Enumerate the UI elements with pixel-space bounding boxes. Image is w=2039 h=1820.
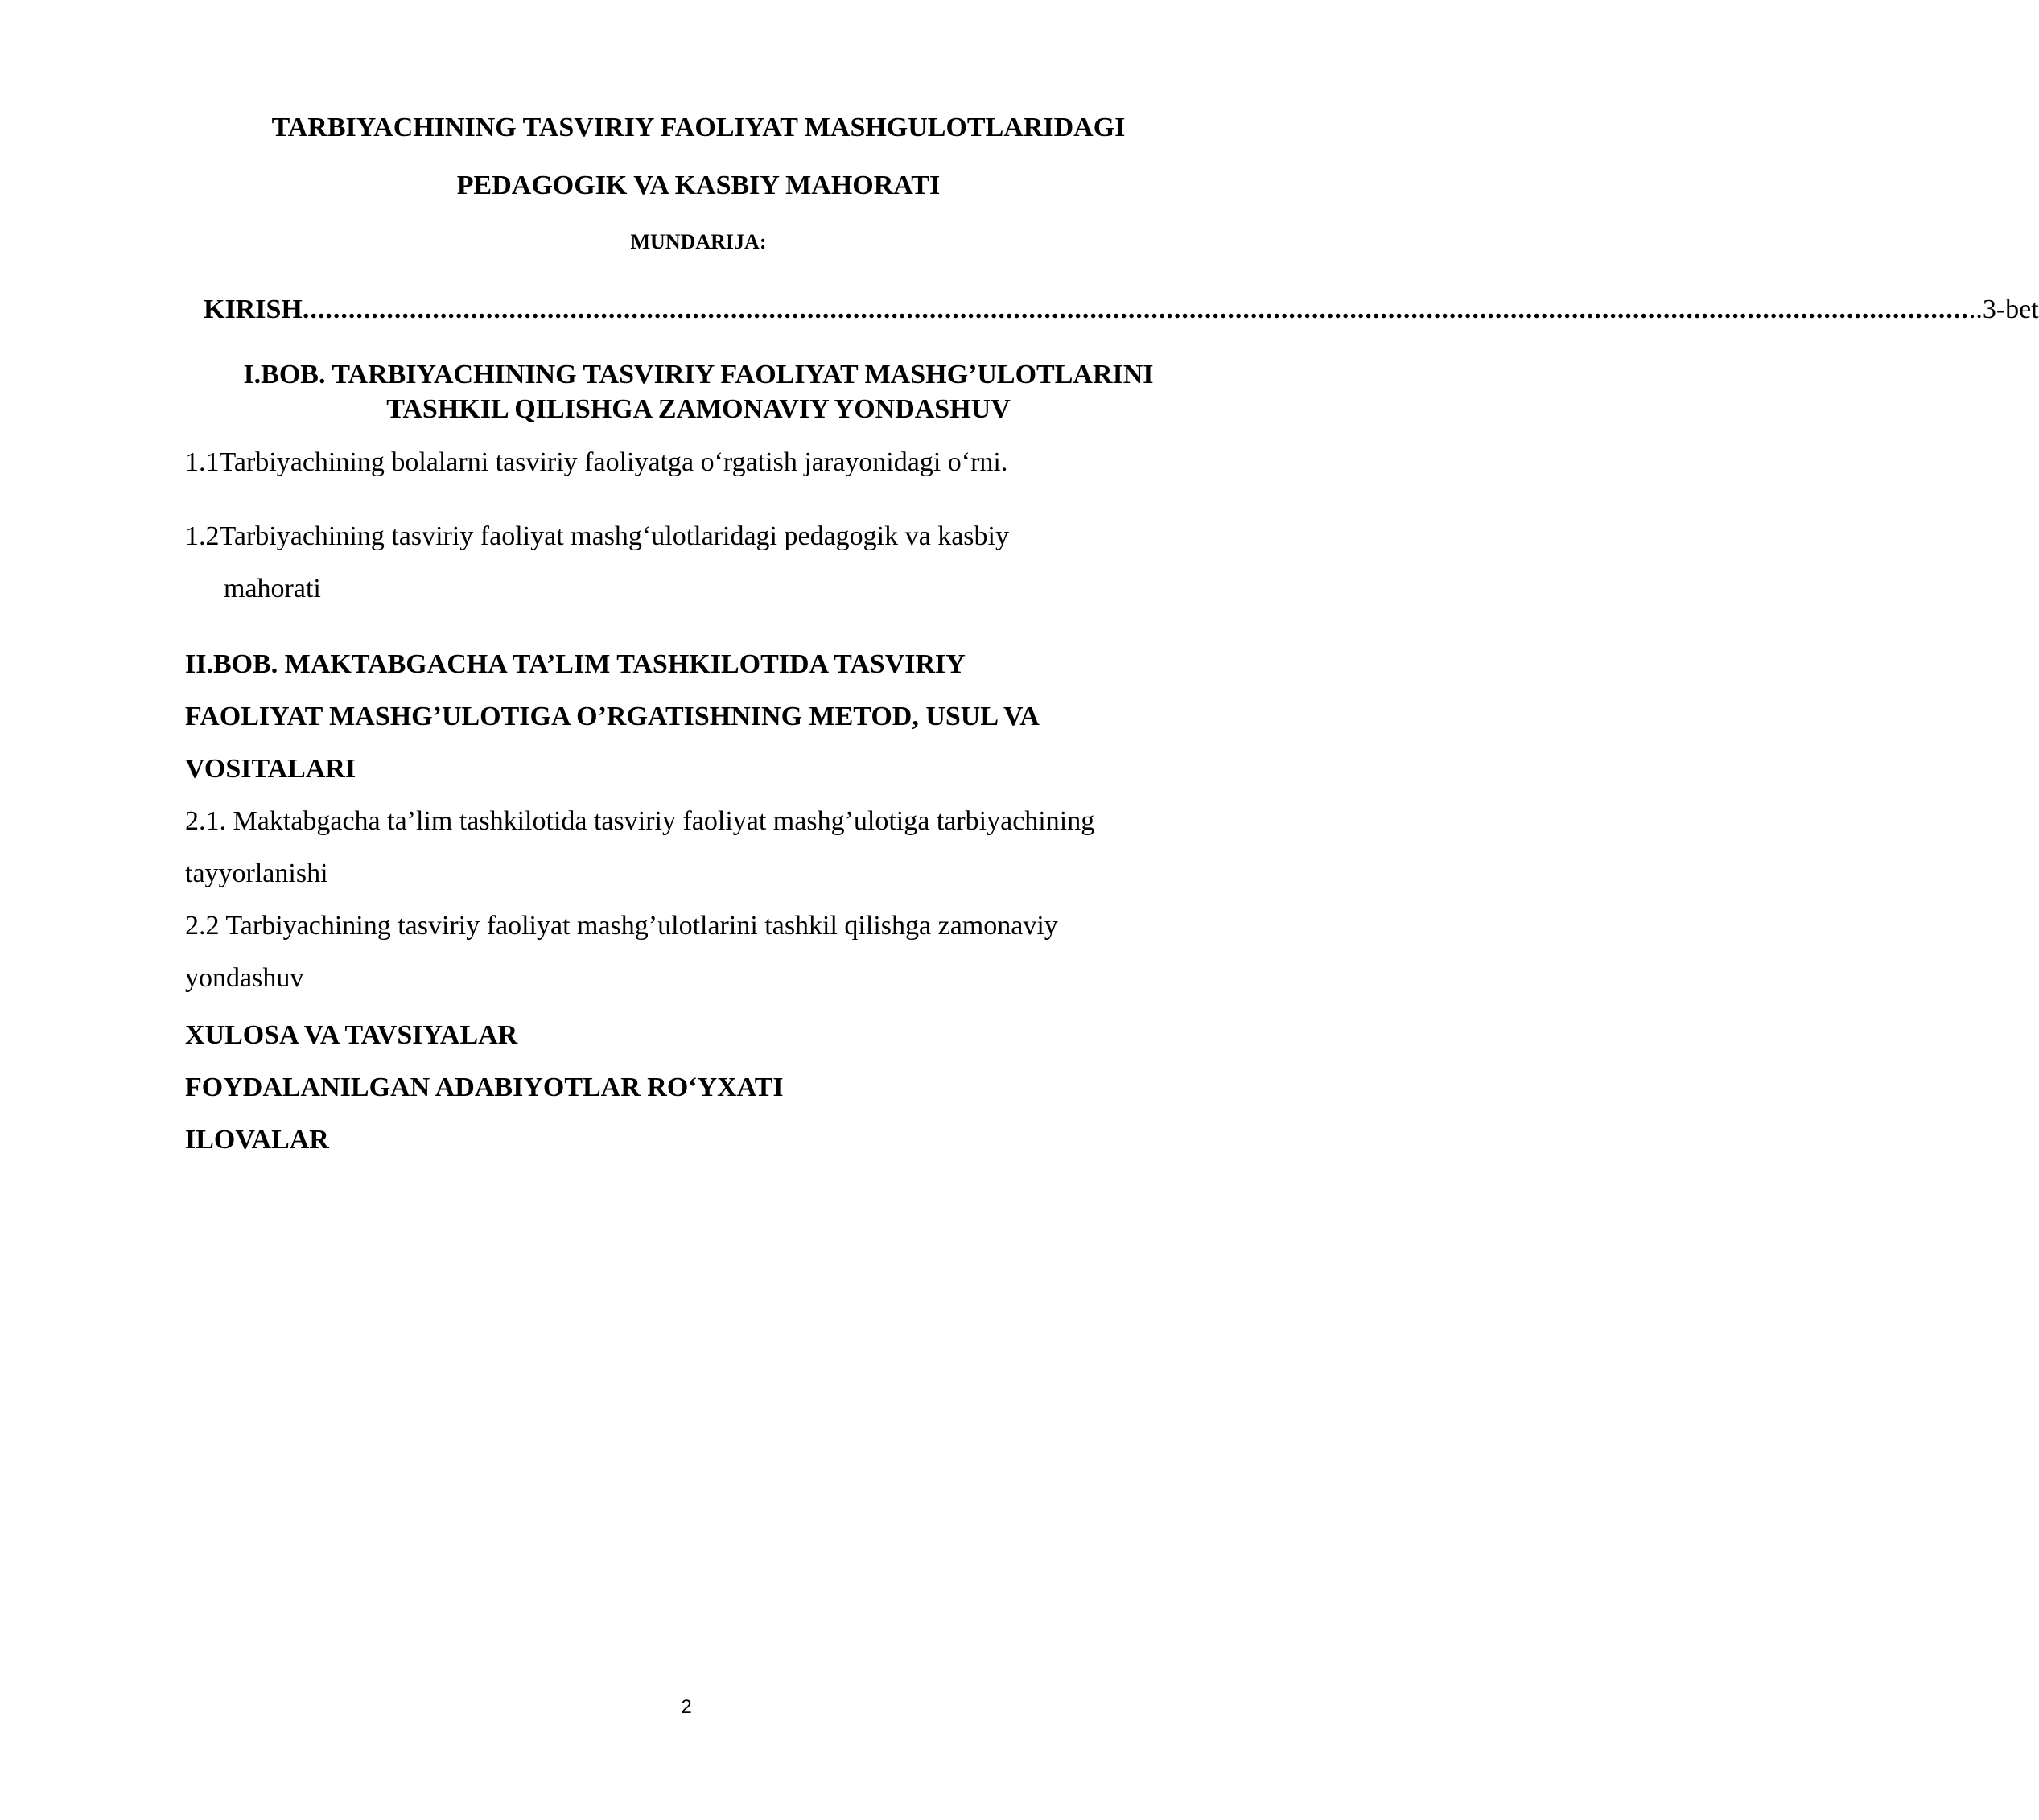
toc-entry-2-1: 2.1. Maktabgacha ta’lim tashkilotida tasviriy faoliyat mashg’ulotiga tarbiyachining: [185, 806, 1095, 836]
chapter-1-heading-line-1: I.BOB. TARBIYACHINING TASVIRIY FAOLIYAT MASHG’ULOTLARINI: [243, 360, 1154, 389]
toc-entry-2-2-continuation: yondashuv: [185, 963, 304, 993]
toc-entry-kirish: [204, 294, 2039, 325]
chapter-2-heading-line-3: VOSITALARI: [185, 754, 356, 784]
toc-heading: MUNDARIJA:: [630, 230, 767, 253]
toc-entry-1-2-continuation: mahorati: [224, 574, 321, 603]
kirish-label: KIRISH: [204, 294, 303, 324]
toc-entry-appendices: ILOVALAR: [185, 1125, 329, 1155]
kirish-page-ref: ..3-bet: [1968, 294, 2039, 324]
dot-leader: ..........................................................................................................................................................................................................................: [302, 294, 1969, 324]
chapter-1-heading: [185, 357, 1212, 426]
title-line-2: PEDAGOGIK VA KASBIY MAHORATI: [456, 171, 941, 200]
toc-entry-2-1-continuation: tayyorlanishi: [185, 859, 328, 888]
toc-entry-1-2: 1.2Tarbiyachining tasviriy faoliyat mashg‘ulotlaridagi pedagogik va kasbiy: [185, 521, 1009, 551]
toc-entry-2-2: 2.2 Tarbiyachining tasviriy faoliyat mashg’ulotlarini tashkil qilishga zamonaviy: [185, 911, 1058, 941]
chapter-1-heading-line-2: TASHKIL QILISHGA ZAMONAVIY YONDASHUV: [386, 394, 1011, 424]
toc-entry-conclusion: XULOSA VA TAVSIYALAR: [185, 1020, 518, 1050]
title-line-1: TARBIYACHINING TASVIRIY FAOLIYAT MASHGULOTLARIDAGI: [271, 113, 1126, 142]
toc-entry-1-1: 1.1Tarbiyachining bolalarni tasviriy faoliyatga o‘rgatish jarayonidagi o‘rni.: [185, 447, 1008, 477]
chapter-2-heading-line-2: FAOLIYAT MASHG’ULOTIGA O’RGATISHNING METOD, USUL VA: [185, 702, 1040, 731]
toc-entry-references: FOYDALANILGAN ADABIYOTLAR RO‘YXATI: [185, 1073, 784, 1102]
chapter-2-heading-line-1: II.BOB. MAKTABGACHA TA’LIM TASHKILOTIDA TASVIRIY: [185, 649, 966, 679]
page-number: 2: [681, 1696, 692, 1718]
